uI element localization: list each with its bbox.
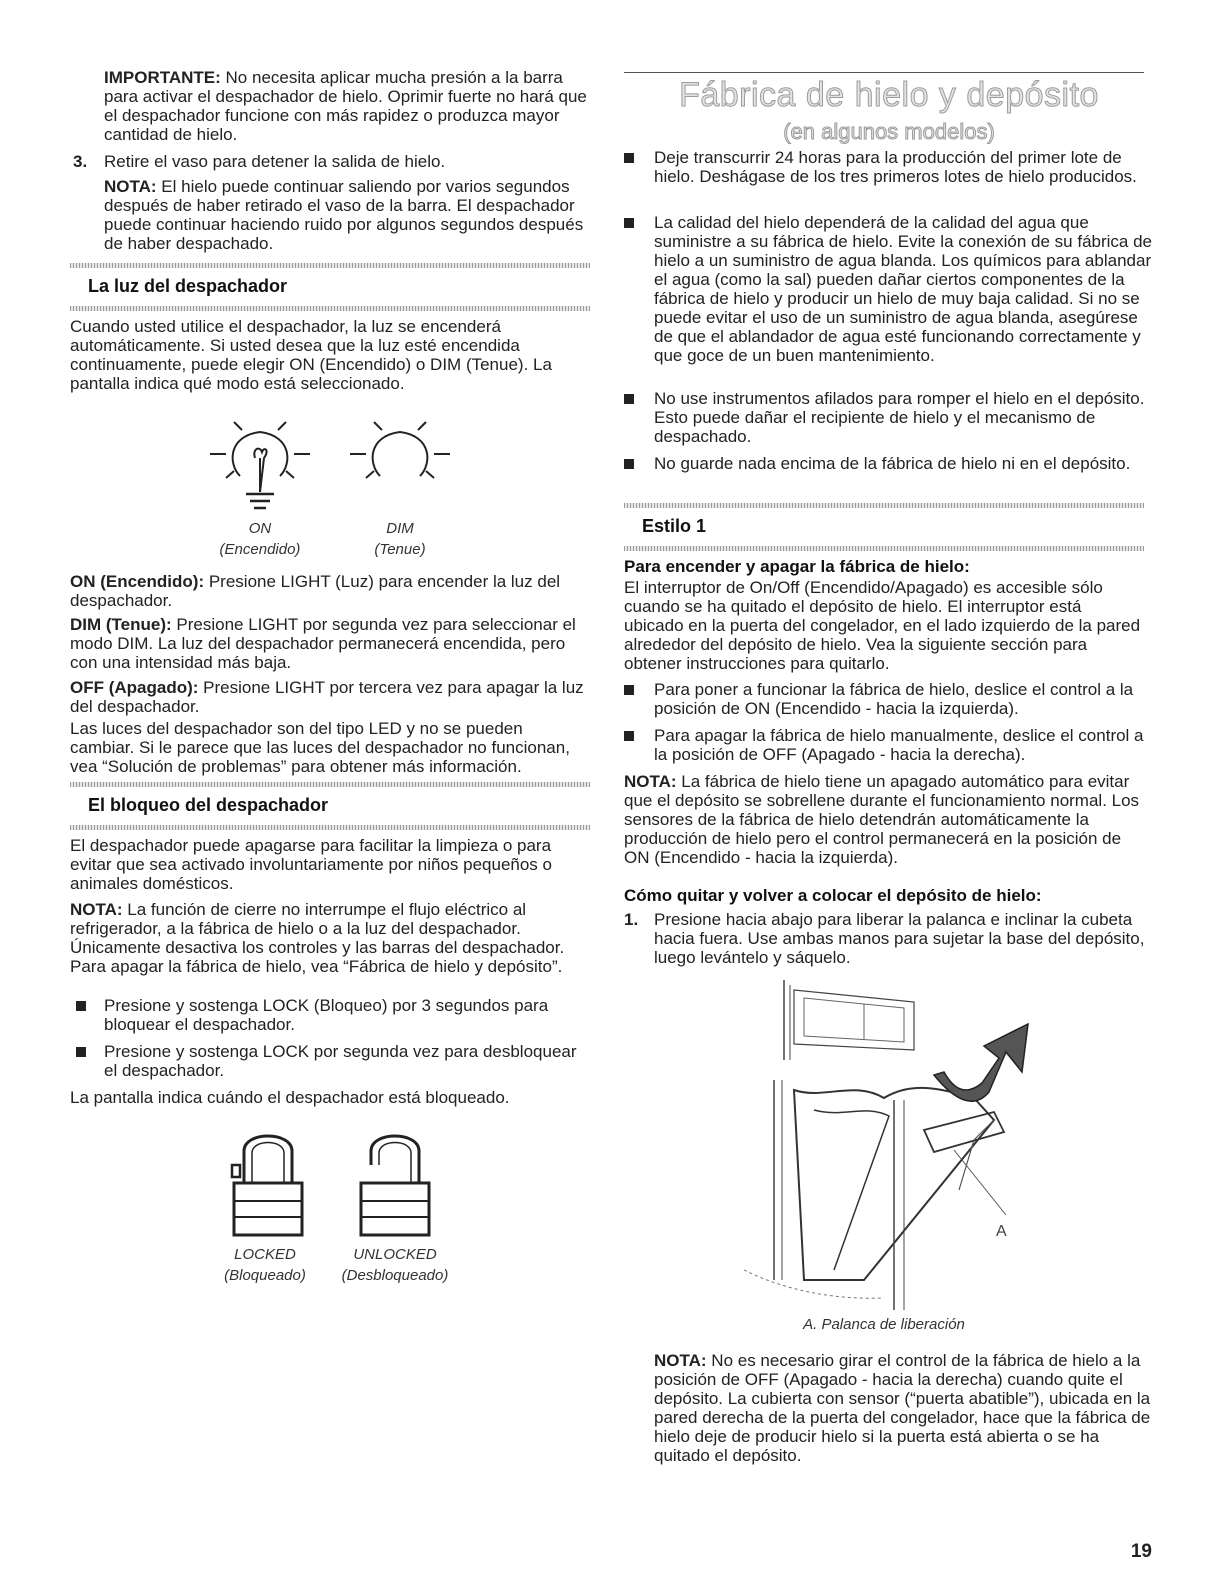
sub1-heading: Para encender y apagar la fábrica de hielo: [624, 557, 970, 576]
nota2-paragraph: NOTA: La función de cierre no interrumpe el flujo eléctrico al refrigerador, a la fábrica de hielo o a la luz del despachador. Únicamente desactiva los controles y las barras del despachador. Para apagar la fábrica de hielo, vea “Fábrica de hielo y depósito”. [70, 900, 565, 976]
estilo-section-header [624, 503, 1144, 551]
sub1-paragraph: El interruptor de On/Off (Encendido/Apagado) es accesible sólo cuando se ha quitado el depósito de hielo. El interruptor está ubicado en la puerta del congelador, en el lado izquierdo de la pared alrededor del depósito de hielo. Vea la siguiente sección para obtener instrucciones para quitarlo. [624, 578, 1141, 673]
title-rule [624, 72, 1144, 73]
bullet-marker [624, 685, 634, 695]
step3-number: 3. [73, 152, 88, 171]
lock-bullet-2: Presione y sostenga LOCK por segunda vez para desbloquear el despachador. [104, 1042, 577, 1080]
importante-label: IMPORTANTE: [104, 68, 221, 87]
bullet-marker [624, 394, 634, 404]
on-description: ON (Encendido): Presione LIGHT (Luz) para encender la luz del despachador. [70, 572, 561, 610]
luz-paragraph: Cuando usted utilice el despachador, la luz se encenderá automáticamente. Si usted desea que la luz esté encendida continuamente, puede elegir ON (Encendido) o DIM (Tenue). La pantalla indica qué modo está seleccionado. [70, 317, 552, 393]
section-title: Fábrica de hielo y depósito [679, 76, 1099, 114]
locked-padlock-icon [228, 1125, 308, 1240]
ice-bullet-4: No guarde nada encima de la fábrica de hielo ni en el depósito. [654, 454, 1131, 473]
bullet-marker [76, 1001, 86, 1011]
lock-bullet-1: Presione y sostenga LOCK (Bloqueo) por 3 segundos para bloquear el despachador. [104, 996, 549, 1034]
luz-section-header [70, 263, 590, 311]
bullet-marker [624, 731, 634, 741]
ice-bullet-2: La calidad del hielo dependerá de la calidad del agua que suministre a su fábrica de hielo. Evite la conexión de su fábrica de hielo a un suministro de agua blanda. Los químicos para ablandar el agua (como la sal) pueden dañar ciertos componentes de la fábrica de hielo y producir un hielo de muy baja calidad. Si no se puede evitar el uso de un suministro de agua blanda, asegúrese de que el ablandador de agua esté funcionando correctamente y que goce de un buen mantenimiento. [654, 213, 1152, 365]
locked-caption: LOCKED (Bloqueado) [224, 1246, 306, 1284]
light-on-icon [200, 418, 320, 513]
nota1-label: NOTA: [104, 177, 157, 196]
pantalla-paragraph: La pantalla indica cuándo el despachador está bloqueado. [70, 1088, 510, 1107]
ice-bullet-3: No use instrumentos afilados para romper el hielo en el depósito. Esto puede dañar el recipiente de hielo y el mecanismo de despachado. [654, 389, 1145, 446]
nota1-text: El hielo puede continuar saliendo por varios segundos después de haber retirado el vaso de la barra. El despachador puede continuar haciendo ruido por algunos segundos después de haber despachado. [104, 177, 584, 253]
off-description: OFF (Apagado): Presione LIGHT por tercera vez para apagar la luz del despachador. [70, 678, 584, 716]
ice-bin-removal-illustration [744, 980, 1064, 1310]
callout-a: A [996, 1223, 1007, 1240]
step3-text: Retire el vaso para detener la salida de hielo. [104, 152, 446, 171]
unlocked-caption: UNLOCKED (Desbloqueado) [341, 1246, 449, 1284]
light-dim-icon [340, 418, 460, 488]
dim-caption: DIM (Tenue) [374, 520, 426, 558]
nota1-paragraph [104, 177, 594, 253]
ice-bullet-1: Deje transcurrir 24 horas para la producción del primer lote de hielo. Deshágase de los tres primeros lotes de hielo producidos. [654, 148, 1137, 186]
sub1-bullet-2: Para apagar la fábrica de hielo manualmente, deslice el control a la posición de OFF (Apagado - hacia la derecha). [654, 726, 1144, 764]
bullet-marker [76, 1047, 86, 1057]
sub2-heading: Cómo quitar y volver a colocar el depósito de hielo: [624, 886, 1042, 905]
estilo-header-label: Estilo 1 [642, 516, 707, 536]
sub1-bullet-1: Para poner a funcionar la fábrica de hielo, deslice el control a la posición de ON (Encendido - hacia la izquierda). [654, 680, 1134, 718]
luz-header-label: La luz del despachador [88, 276, 288, 296]
on-caption: ON (Encendido) [219, 520, 301, 558]
page-number: 19 [1130, 1541, 1152, 1562]
bloqueo-section-header [70, 782, 590, 830]
led-paragraph: Las luces del despachador son del tipo LED y no se pueden cambiar. Si le parece que las luces del despachador no funcionan, vea “Solución de problemas” para obtener más información. [70, 719, 570, 776]
bullet-marker [624, 153, 634, 163]
step1-number: 1. [624, 910, 639, 929]
bullet-marker [624, 459, 634, 469]
bullet-marker [624, 218, 634, 228]
section-subtitle: (en algunos modelos) [783, 119, 995, 144]
importante-paragraph [104, 68, 594, 144]
dim-description: DIM (Tenue): Presione LIGHT por segunda vez para seleccionar el modo DIM. La luz del despachador permanecerá encendida, pero con una intensidad más baja. [70, 615, 576, 672]
figure-caption: A. Palanca de liberación [803, 1316, 965, 1333]
nota4-paragraph: NOTA: No es necesario girar el control de la fábrica de hielo a la posición de OFF (Apagado - hacia la derecha) cuando quite el depósito. La cubierta con sensor (“puerta abatible”), ubicada en la pared derecha de la puerta del congelador, hace que la fábrica de hielo deje de producir hielo si la puerta está abierta o se ha quitado el depósito. [654, 1351, 1151, 1465]
bloqueo-header-label: El bloqueo del despachador [88, 795, 329, 815]
unlocked-padlock-icon [355, 1125, 435, 1240]
nota3-paragraph: NOTA: La fábrica de hielo tiene un apagado automático para evitar que el depósito se sobrellene durante el funcionamiento normal. Los sensores de la fábrica de hielo detendrán automáticamente la producción de hielo pero el control permanecerá en la posición de ON (Encendido - hacia la izquierda). [624, 772, 1140, 867]
bloqueo-paragraph: El despachador puede apagarse para facilitar la limpieza o para evitar que sea activado involuntariamente por niños pequeños o animales domésticos. [70, 836, 552, 893]
importante-text: No necesita aplicar mucha presión a la barra para activar el despachador de hielo. Oprimir fuerte no hará que el despachador funcione con más rapidez o produzca mayor cantidad de hielo. [104, 68, 587, 144]
step1-text: Presione hacia abajo para liberar la palanca e inclinar la cubeta hacia fuera. Use ambas manos para sujetar la base del depósito, luego levántelo y sáquelo. [654, 910, 1145, 967]
